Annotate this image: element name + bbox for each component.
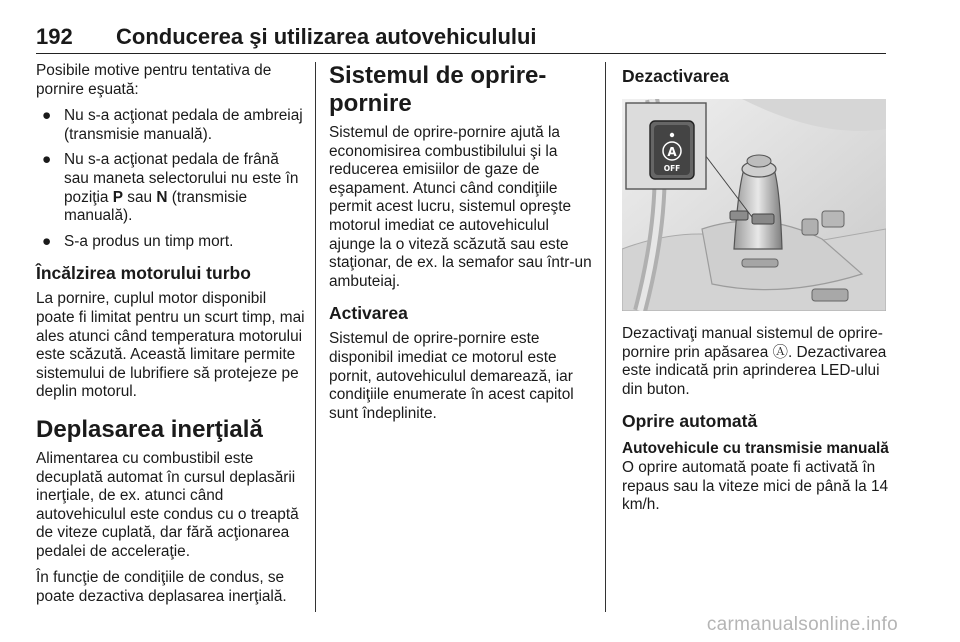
coasting-heading: Deplasarea inerţială [36, 415, 263, 443]
turbo-heading: Încălzirea motorului turbo [36, 263, 251, 284]
console-illustration [622, 99, 886, 311]
gear-shifter-illustration [622, 99, 886, 311]
list-item: ● S-a produs un timp mort. [42, 232, 234, 250]
auto-stop-button-icon: Ⓐ [772, 343, 788, 361]
column-left [36, 62, 306, 615]
list-item: ● Nu s-a acţionat pedala de ambreiaj (transmisie manuală). [42, 107, 303, 143]
activation-paragraph: Sistemul de oprire-pornire este disponibil imediat ce motorul este pornit, autovehiculul demarează, iar condiţiile enumerate în acest capitol sunt îndeplinite. [329, 330, 574, 422]
coasting-paragraph: Alimentarea cu combustibil este decuplată automat în cursul deplasării inerţiale, de ex. atunci când autovehiculul este condus cu o treaptă de viteze cuplată, dar fără acţionarea pedalei de acceleraţie. [36, 449, 299, 560]
manual-transmission-paragraph: O oprire automată poate fi activată în repaus sau la viteze mici de până la 14 km/h. [622, 458, 889, 514]
failure-reasons-list [36, 107, 306, 251]
coasting-paragraph-2: În funcţie de condiţiile de condus, se poate dezactiva deplasarea inerţială. [36, 569, 287, 606]
gear-n: N [156, 188, 168, 206]
bullet-icon: ● [42, 107, 52, 125]
stop-start-heading: Sistemul de oprire-pornire [329, 62, 547, 117]
activation-heading: Activarea [329, 303, 408, 324]
column-divider [605, 62, 606, 612]
column-divider [315, 62, 316, 612]
stop-start-paragraph: Sistemul de oprire-pornire ajută la economisirea combustibilului şi la reducerea emisiilor de gaze de eşapament. Atunci când condiţiile permit acest lucru, sistemul opreşte motorul imediat ce autovehiculul ajunge la o viteză scăzută sau este staţionar, de ex. la semafor sau într-un ambuteiaj. [329, 124, 592, 290]
intro-paragraph: Posibile motive pentru tentativa de pornire eşuată: [36, 62, 272, 98]
deactivation-paragraph: Dezactivaţi manual sistemul de oprire-pornire prin apăsarea Ⓐ. Dezactivarea este indicată prin aprinderea LED-ului din buton. [622, 325, 887, 398]
list-item: ● Nu s-a acţionat pedala de frână sau maneta selectorului nu este în poziţia P sau N (transmisie manuală). [42, 151, 299, 225]
page-number: 192 [36, 24, 73, 49]
chapter-title: Conducerea şi utilizarea autovehiculului [116, 24, 537, 49]
turbo-paragraph: La pornire, cuplul motor disponibil poate fi limitat pentru un scurt timp, mai ales atunci când temperatura motorului este scăzută. Această limitare permite sistemului de lubrifiere să protejeze pe deplin motorul. [36, 290, 305, 401]
manual-transmission-subheading: Autovehicule cu transmisie manuală [622, 440, 889, 458]
auto-stop-button-off-label: OFF [663, 164, 681, 173]
bullet-icon: ● [42, 151, 52, 169]
deactivation-heading: Dezactivarea [622, 66, 730, 86]
bullet-icon: ● [42, 232, 52, 250]
column-middle [329, 62, 593, 431]
auto-stop-heading: Oprire automată [622, 411, 758, 432]
watermark: carmanualsonline.info [706, 614, 898, 635]
auto-stop-button-symbol: A [667, 145, 677, 159]
page-header [36, 20, 886, 54]
gear-p: P [112, 188, 124, 206]
column-right [622, 62, 892, 523]
